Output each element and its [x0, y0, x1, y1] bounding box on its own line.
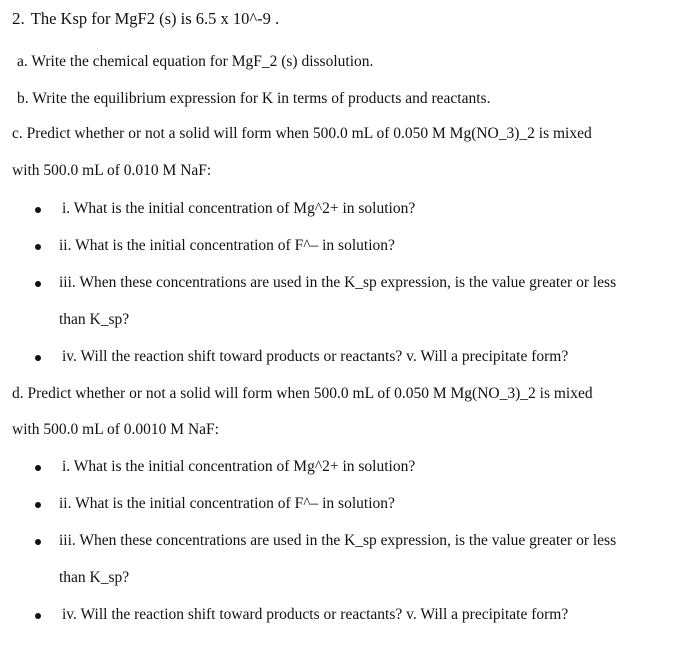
part-c-bullet-ii: ii. What is the initial concentration of F^– in solution? — [59, 237, 395, 254]
part-d-bullet-ii: ii. What is the initial concentration of F^– in solution? — [59, 495, 395, 512]
part-c-line-2: with 500.0 mL of 0.010 M NaF: — [12, 162, 212, 179]
part-d-bullet-i: i. What is the initial concentration of Mg^2+ in solution? — [62, 458, 416, 475]
part-d-bullet-iii-line-1: iii. When these concentrations are used in the K_sp expression, is the value greater or less — [59, 532, 617, 549]
part-d-line-2: with 500.0 mL of 0.0010 M NaF: — [12, 421, 219, 438]
part-b: b. Write the equilibrium expression for K in terms of products and reactants. — [17, 90, 491, 107]
question-title — [12, 9, 279, 29]
part-c-bullet-iii-line-1: iii. When these concentrations are used in the K_sp expression, is the value greater or less — [59, 274, 617, 291]
part-d-line-1: d. Predict whether or not a solid will form when 500.0 mL of 0.050 M Mg(NO_3)_2 is mixed — [12, 385, 593, 402]
bullet-icon — [35, 613, 41, 619]
part-d-bullet-iv: iv. Will the reaction shift toward products or reactants? v. Will a precipitate form? — [62, 606, 569, 623]
bullet-icon — [35, 207, 41, 213]
bullet-icon — [35, 355, 41, 361]
part-d-bullet-iii-line-2: than K_sp? — [59, 569, 130, 586]
question-text: The Ksp for MgF2 (s) is 6.5 x 10^-9 . — [30, 9, 280, 28]
bullet-icon — [35, 502, 41, 508]
part-c-bullet-iii-line-2: than K_sp? — [59, 311, 130, 328]
part-c-bullet-iv: iv. Will the reaction shift toward products or reactants? v. Will a precipitate form? — [62, 348, 569, 365]
question-number: 2. — [12, 9, 25, 28]
part-c-bullet-i: i. What is the initial concentration of Mg^2+ in solution? — [62, 200, 416, 217]
bullet-icon — [35, 539, 41, 545]
bullet-icon — [35, 465, 41, 471]
part-c-line-1: c. Predict whether or not a solid will form when 500.0 mL of 0.050 M Mg(NO_3)_2 is mixed — [12, 125, 592, 142]
bullet-icon — [35, 281, 41, 287]
part-a: a. Write the chemical equation for MgF_2 (s) dissolution. — [17, 53, 374, 70]
bullet-icon — [35, 244, 41, 250]
